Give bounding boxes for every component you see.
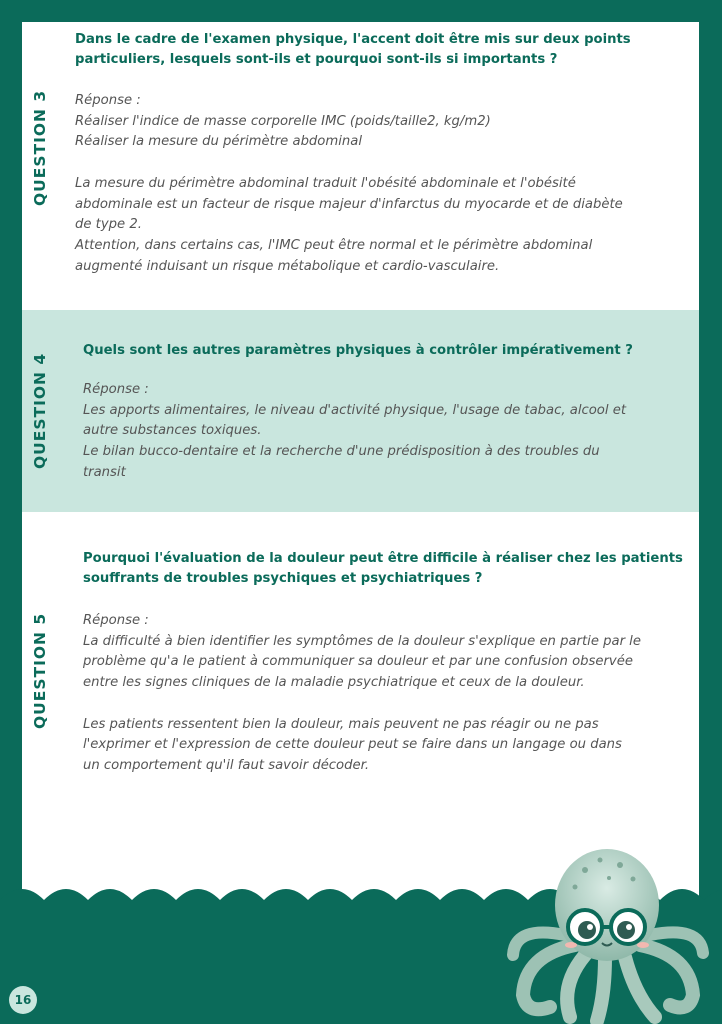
question-4-label: QUESTION 4 <box>31 352 49 469</box>
question-4-section <box>22 310 699 512</box>
question-5-answer: Réponse : La difficulté à bien identifier les symptômes de la douleur s'explique en partie par le problème qu'a le patient à communiquer sa douleur et par une confusion observée entre les signes cliniques de la maladie psychiatrique et ceux de la douleur. Les patients ressentent bien la douleur, mais peuvent ne pas réagir ou ne pas l'exprimer et l'expression de cette douleur peut se faire dans un langage ou dans un comportement qu'il faut savoir décoder. <box>83 613 641 773</box>
question-4-title: Quels sont les autres paramètres physiques à contrôler impérativement ? <box>83 343 633 358</box>
question-4-answer: Réponse : Les apports alimentaires, le niveau d'activité physique, l'usage de tabac, alcool et autre substances toxiques. Le bilan bucco-dentaire et la recherche d'une prédisposition à des troubles du transit <box>83 382 627 480</box>
question-3-section <box>22 22 699 310</box>
question-3-answer: Réponse : Réaliser l'indice de masse corporelle IMC (poids/taille2, kg/m2) Réaliser la mesure du périmètre abdominal La mesure du périmètre abdominal traduit l'obésité abdominale et l'obésité abdominale est un facteur de risque majeur d'infarctus du myocarde et de diabète de type 2. Attention, dans certains cas, l'IMC peut être normal et le périmètre abdominal augmenté induisant un risque métabolique et cardio-vasculaire. <box>75 93 623 274</box>
page-number: 16 <box>9 986 37 1014</box>
octopus-icon <box>505 845 710 1024</box>
question-3-label: QUESTION 3 <box>31 89 49 206</box>
question-3-title: Dans le cadre de l'examen physique, l'accent doit être mis sur deux points particuliers, lesquels sont-ils et pourquoi sont-ils si importants ? <box>75 32 631 67</box>
question-5-label: QUESTION 5 <box>31 612 49 729</box>
question-5-title: Pourquoi l'évaluation de la douleur peut être difficile à réaliser chez les patients souffrants de troubles psychiques et psychiatriques ? <box>83 551 683 586</box>
